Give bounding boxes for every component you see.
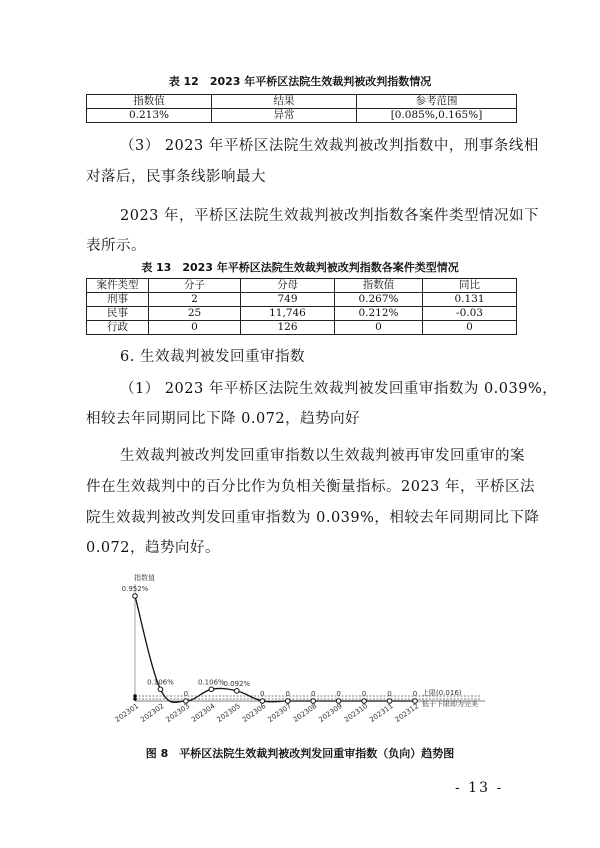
table13-cell: 刑事	[87, 293, 149, 307]
table13-header: 同比	[423, 279, 517, 293]
section6-p-line2: 件在生效裁判中的百分比作为负相关衡量指标。2023 年，平桥区法	[86, 479, 536, 495]
y-axis-label: 指数值	[134, 574, 155, 582]
table13-cell: -0.03	[423, 307, 517, 321]
data-label: 0	[336, 690, 341, 698]
figure8-caption: 图 8 平桥区法院生效裁判被改判发回重审指数（负向）趋势图	[145, 747, 455, 760]
page-number: - 13 -	[455, 780, 504, 796]
section3-body-line1: 2023 年，平桥区法院生效裁判被改判指数各案件类型情况如下	[120, 208, 540, 224]
section3-heading-line1: （3） 2023 年平桥区法院生效裁判被改判指数中，刑事条线相	[120, 138, 539, 154]
x-tick-label: 202305	[215, 702, 242, 724]
series-line	[135, 596, 418, 702]
table12-header: 结果	[212, 95, 357, 109]
table-row	[87, 321, 517, 335]
x-tick-label: 202304	[190, 702, 217, 724]
table12-caption: 表 12 2023 年平桥区法院生效裁判被改判指数情况	[168, 75, 432, 88]
table12-cell: 异常	[212, 109, 357, 123]
table13-header: 案件类型	[87, 279, 149, 293]
table12-cell: 0.213%	[87, 109, 212, 123]
data-label: 0	[285, 690, 290, 698]
x-tick-label: 202301	[113, 702, 141, 724]
data-label: 0.106%	[198, 678, 225, 687]
table13-cell: 0.131	[423, 293, 517, 307]
data-label: 0	[183, 690, 189, 698]
x-tick-label: 202306	[240, 702, 268, 724]
data-label: 0	[387, 690, 392, 698]
table13-cell: 0	[149, 321, 241, 335]
section6-title: 6. 生效裁判被发回重审指数	[120, 349, 305, 365]
table12	[86, 94, 517, 123]
table12-header: 参考范围	[357, 95, 517, 109]
table13-cell: 2	[149, 293, 241, 307]
data-label: 0	[260, 690, 265, 698]
data-label: 0	[310, 690, 316, 698]
data-point	[133, 594, 138, 599]
reference-marker	[133, 697, 137, 701]
section6-p-line4: 0.072，趋势向好。	[86, 540, 221, 556]
data-point	[158, 687, 163, 692]
table13-header: 指数值	[335, 279, 423, 293]
table13-cell: 0.267%	[335, 293, 423, 307]
table13-cell: 11,746	[241, 307, 335, 321]
section6-sub-line2: 相较去年同期同比下降 0.072，趋势向好	[86, 411, 361, 427]
x-tick-label: 202308	[291, 702, 319, 724]
upper-limit-label: 上限(0.016)	[422, 689, 462, 697]
x-tick-label: 202310	[342, 702, 370, 724]
data-label: 0.952%	[121, 585, 149, 593]
section3-body-line2: 表所示。	[86, 238, 146, 254]
table13-cell: 0.212%	[335, 307, 423, 321]
x-tick-label: 202307	[266, 702, 293, 724]
table13-cell: 25	[149, 307, 241, 321]
section3-heading-line2: 对落后，民事条线影响最大	[86, 169, 266, 185]
data-label: 0	[361, 690, 367, 698]
table-row	[87, 293, 517, 307]
table13-cell: 0	[423, 321, 517, 335]
table13-cell: 行政	[87, 321, 149, 335]
x-tick-label: 202312	[393, 702, 421, 724]
x-tick-label: 202303	[164, 702, 192, 724]
table13-caption: 表 13 2023 年平桥区法院生效裁判被改判指数各案件类型情况	[141, 261, 459, 274]
data-label: 0	[412, 690, 418, 698]
data-label: 0.106%	[147, 678, 174, 687]
x-tick-label: 202311	[368, 702, 395, 724]
section6-sub-line1: （1） 2023 年平桥区法院生效裁判被发回重审指数为 0.039%，	[120, 381, 558, 397]
table12-header: 指数值	[87, 95, 212, 109]
data-point	[235, 689, 240, 694]
trend-chart	[110, 570, 510, 732]
x-tick-label: 202302	[139, 702, 166, 724]
lower-limit-label: 低于下限即为完美	[422, 700, 478, 708]
table13-header: 分母	[241, 279, 335, 293]
table-row	[87, 307, 517, 321]
table13-cell: 749	[241, 293, 335, 307]
table13-header: 分子	[149, 279, 241, 293]
x-tick-label: 202309	[317, 702, 344, 724]
data-point	[209, 687, 214, 692]
table13	[86, 278, 517, 335]
table13-cell: 民事	[87, 307, 149, 321]
section6-p-line3: 院生效裁判被改判发回重审指数为 0.039%，相较去年同期同比下降	[86, 510, 540, 526]
table12-cell: [0.085%,0.165%]	[357, 109, 517, 123]
table13-cell: 0	[335, 321, 423, 335]
data-label: 0.092%	[223, 679, 251, 688]
section6-p-line1: 生效裁判被改判发回重审指数以生效裁判被再审发回重审的案	[120, 448, 525, 464]
table13-cell: 126	[241, 321, 335, 335]
